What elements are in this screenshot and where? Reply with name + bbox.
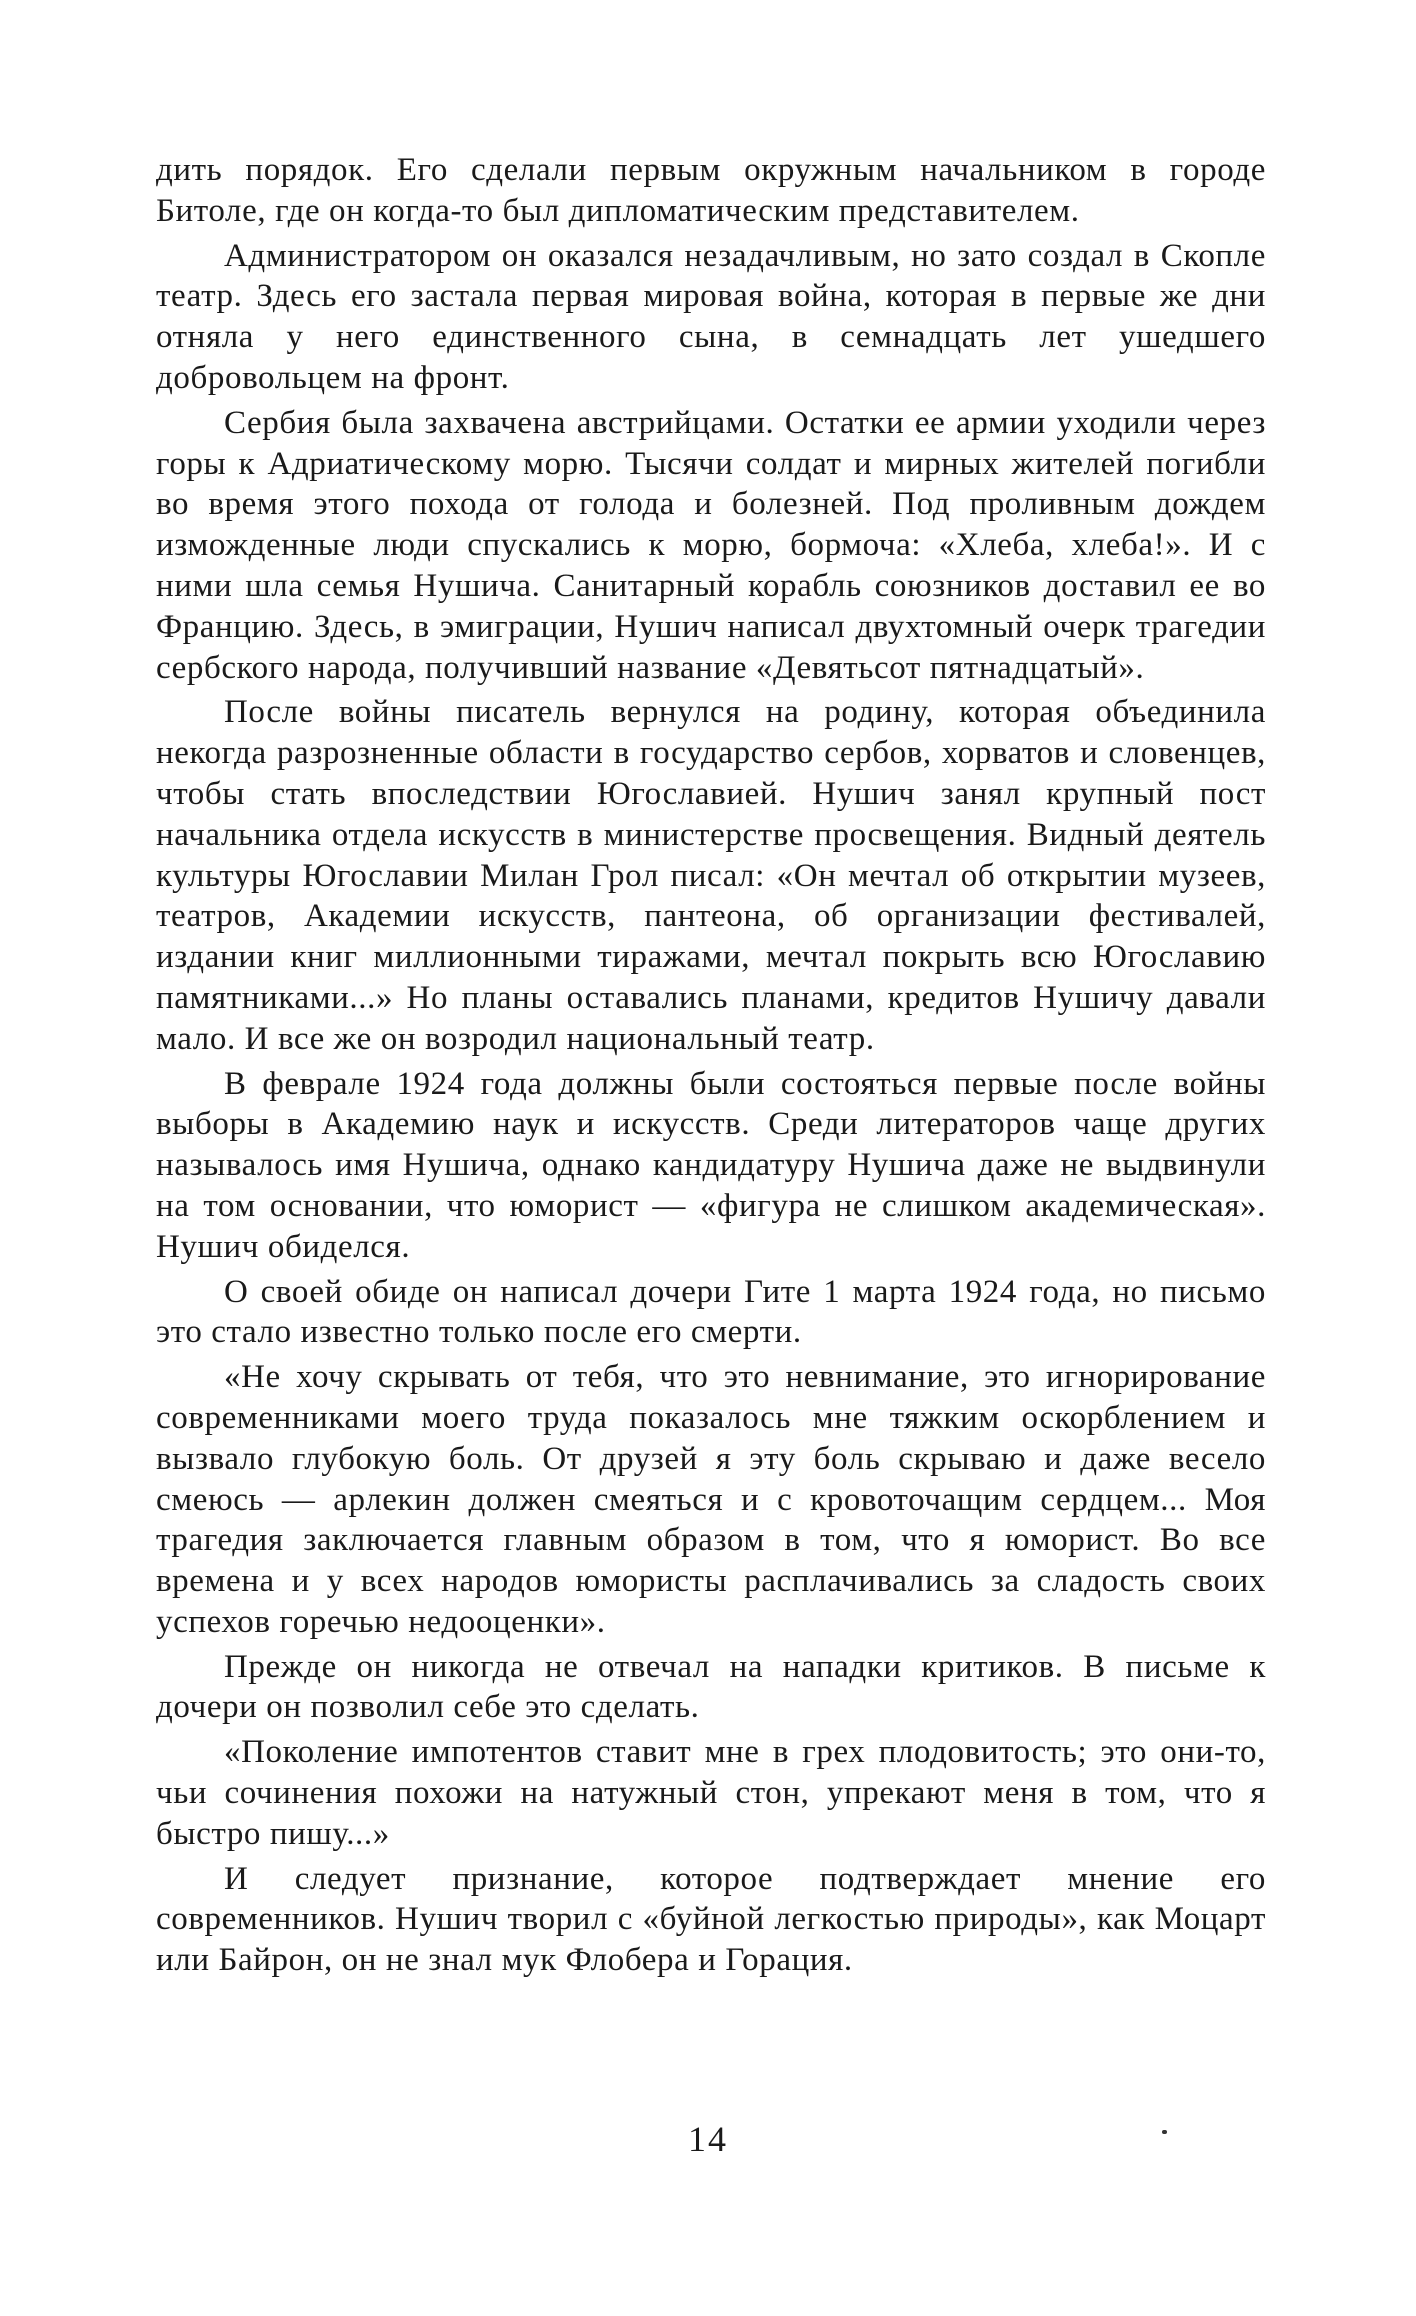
paragraph-critics: Прежде он никогда не отвечал на нападки критиков. В письме к дочери он позволил себе это сделать. — [156, 1648, 1266, 1726]
paragraph-critics-quote: «Поколение импотентов ставит мне в грех плодовитость; это они-то, чьи сочинения похожи на натужный стон, упрекают меня в том, что я быстро пишу...» — [156, 1734, 1266, 1852]
paragraph-continued: дить порядок. Его сделали первым окружным начальником в городе Битоле, где он когда-то был дипломатическим представителем. — [156, 152, 1266, 229]
paragraph-administrator: Администратором он оказался незадачливым, но зато создал в Скопле театр. Здесь его застала первая мировая война, которая в первые же дни отняла у него единственного сына, в семнадцать лет ушедшего добровольцем на фронт. — [156, 237, 1266, 396]
paragraph-academy-elections: В феврале 1924 года должны были состояться первые после войны выборы в Академию наук и искусств. Среди литераторов чаще других называлось имя Нушича, однако кандидатуру Нушича даже не выдвинули на том основании, что юморист — «фигура не слишком академическая». Нушич обиделся. — [156, 1065, 1266, 1265]
paragraph-after-war: После войны писатель вернулся на родину, которая объединила некогда разрозненные области в государство сербов, хорватов и словенцев, чтобы стать впоследствии Югославией. Нушич занял крупный пост начальника отдела искусств в министерстве просвещения. Видный деятель культуры Югославии Милан Грол писал: «Он мечтал об открытии музеев, театров, Академии искусств, пантеона, об организации фестивалей, издании книг миллионными тиражами, мечтал покрыть всю Югославию памятниками...» Но планы оставались планами, кредитов Нушичу давали мало. И все же он возродил национальный театр. — [156, 694, 1266, 1057]
paragraph-letter-intro: О своей обиде он написал дочери Гите 1 марта 1924 года, но письмо это стало известно только после его смерти. — [156, 1273, 1266, 1351]
paragraph-confession: И следует признание, которое подтверждает мнение его современников. Нушич творил с «буйной легкостью природы», как Моцарт или Байрон, он не знал мук Флобера и Горация. — [156, 1860, 1266, 1979]
paragraph-serbia: Сербия была захвачена австрийцами. Остатки ее армии уходили через горы к Адриатическому морю. Тысячи солдат и мирных жителей погибли во время этого похода от голода и болезней. Под проливным дождем изможденные люди спускались к морю, бормоча: «Хлеба, хлеба!». И с ними шла семья Нушича. Санитарный корабль союзников доставил ее во Францию. Здесь, в эмиграции, Нушич написал двухтомный очерк трагедии сербского народа, получивший название «Девятьсот пятнадцатый». — [156, 404, 1266, 686]
page-body — [156, 150, 1266, 1985]
paragraph-letter-quote: «Не хочу скрывать от тебя, что это невнимание, это игнорирование современниками моего труда показалось мне тяжким оскорблением и вызвало глубокую боль. От друзей я эту боль скрываю и даже весело смеюсь — арлекин должен смеяться и с кровоточащим сердцем... Моя трагедия заключается главным образом в том, что я юморист. Во все времена и у всех народов юмористы расплачивались за сладость своих успехов горечью недооценки». — [156, 1359, 1266, 1640]
page-number: 14 — [688, 2119, 728, 2159]
print-speck — [1162, 2130, 1167, 2134]
